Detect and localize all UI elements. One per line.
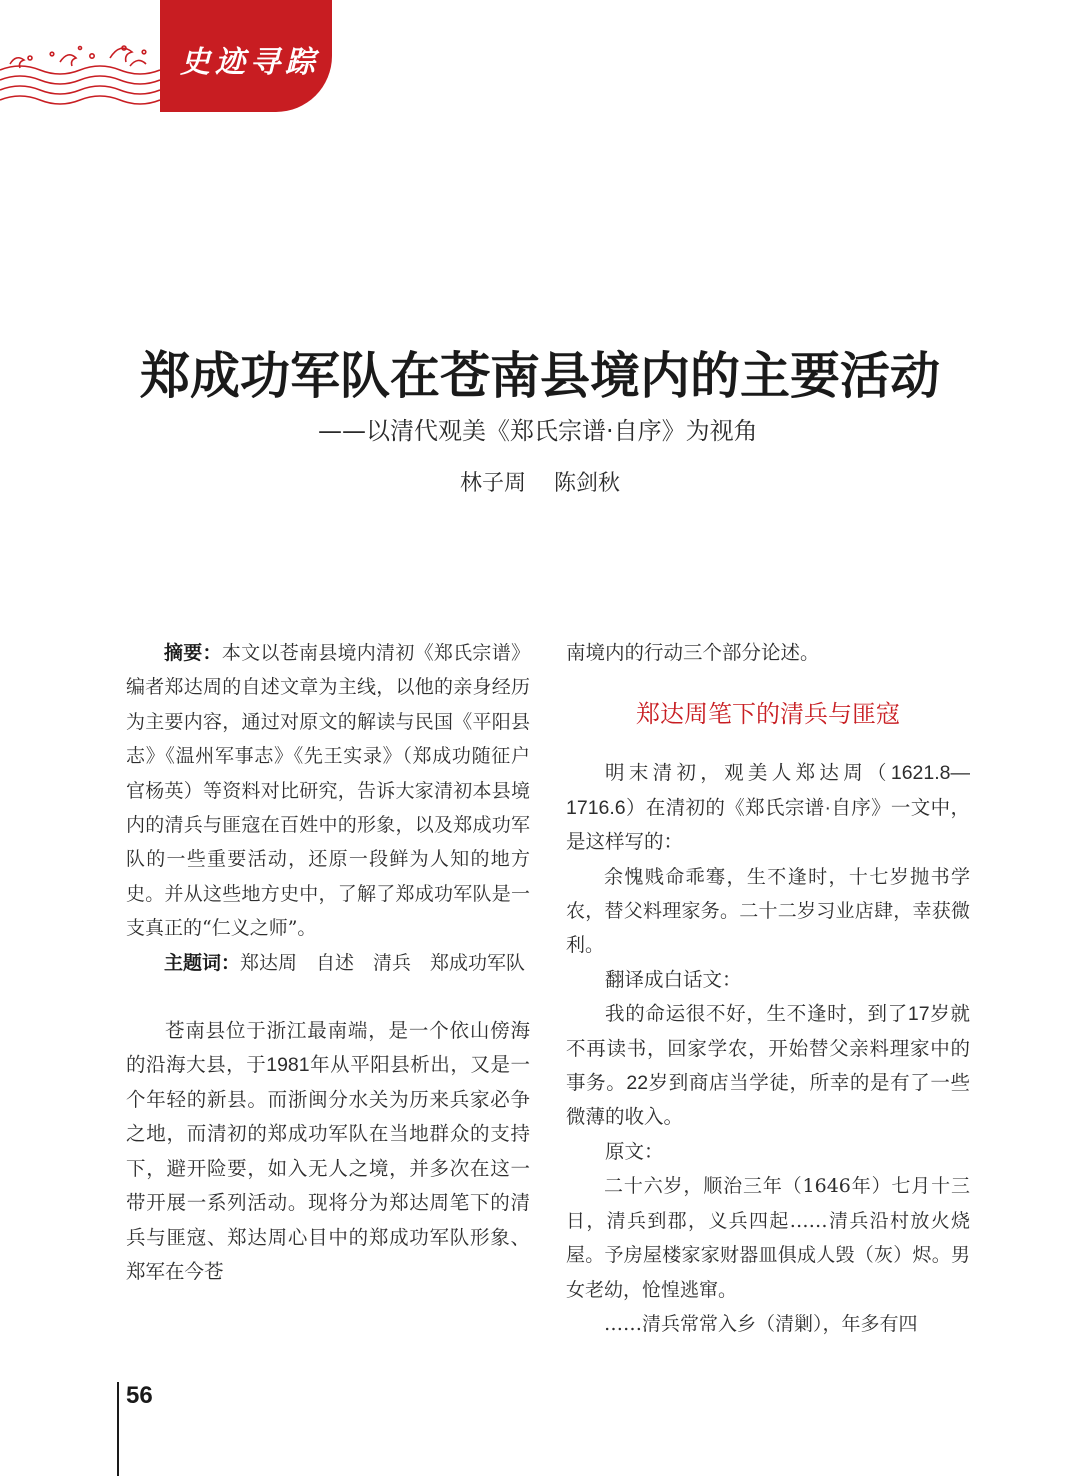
body-paragraph: 明末清初，观美人郑达周（1621.8—1716.6）在清初的《郑氏宗谱·自序》一文中，是这样写的： [566,762,970,854]
continuation-text: 南境内的行动三个部分论述。 [566,642,820,664]
wave-pattern-decoration [0,0,162,112]
section-label: 史迹寻踪 [180,45,320,80]
author-name: 林子周 [459,471,526,496]
article-title: 郑成功军队在苍南县境内的主要活动 [140,347,940,405]
quoted-original-text: 余愧贱命乖骞，生不逢时，十七岁抛书学农，替父料理家务。二十二岁习业店肆，幸获微利。 [566,865,970,957]
keywords-label: 主题词： [164,951,241,974]
section-heading: 郑达周笔下的清兵与匪寇 [636,700,900,729]
keywords-paragraph [126,946,530,980]
translation-paragraph: 我的命运很不好，生不逢时，到了17岁就不再读书，回家学农，开始替父亲料理家中的事务。22岁到商店当学徒，所幸的是有了一些微薄的收入。 [566,1003,970,1129]
page-number: 56 [126,1382,153,1409]
wave-pattern-icon [0,0,162,112]
paragraph-gap [126,980,530,1014]
abstract-text: 本文以苍南县境内清初《郑氏宗谱》编者郑达周的自述文章为主线，以他的亲身经历为主要内容，通过对原文的解读与民国《平阳县志》《温州军事志》《先王实录》（郑成功随征户官杨英）等资料对比研究，告诉大家清初本县境内的清兵与匪寇在百姓中的形象，以及郑成功军队的一些重要活动，还原一段鲜为人知的地方史。并从这些地方史中，了解了郑成功军队是一支真正的“仁义之师”。 [126,642,530,940]
article-subtitle: ——以清代观美《郑氏宗谱·自序》为视角 [318,417,758,445]
quoted-original-text: 二十六岁，顺治三年（1646年）七月十三日，清兵到郡，义兵四起……清兵沿村放火烧屋。予房屋楼家家财器皿俱成人毁（灰）烬。男女老幼，怆惶逃窜。 [566,1175,970,1301]
left-column [126,636,530,1289]
translation-label: 翻译成白话文： [605,968,742,991]
page-number-rule [117,1382,119,1476]
right-column [566,636,970,1341]
abstract-label: 摘要： [164,642,222,664]
quoted-original-text: ……清兵常常入乡（清剿），年多有四 [604,1312,918,1335]
original-label: 原文： [605,1140,664,1163]
abstract-paragraph [126,636,530,946]
body-paragraph: 苍南县位于浙江最南端，是一个依山傍海的沿海大县，于1981年从平阳县析出，又是一个年轻的新县。而浙闽分水关为历来兵家必争之地，而清初的郑成功军队在当地群众的支持下，避开险要，如入无人之境，并多次在这一带开展一系列活动。现将分为郑达周笔下的清兵与匪寇、郑达周心目中的郑成功军队形象、郑军在今苍 [126,1020,530,1283]
keywords-text: 郑达周 自述 清兵 郑成功军队 [240,951,526,974]
author-name: 陈剑秋 [554,471,621,496]
article-authors [0,466,1080,502]
